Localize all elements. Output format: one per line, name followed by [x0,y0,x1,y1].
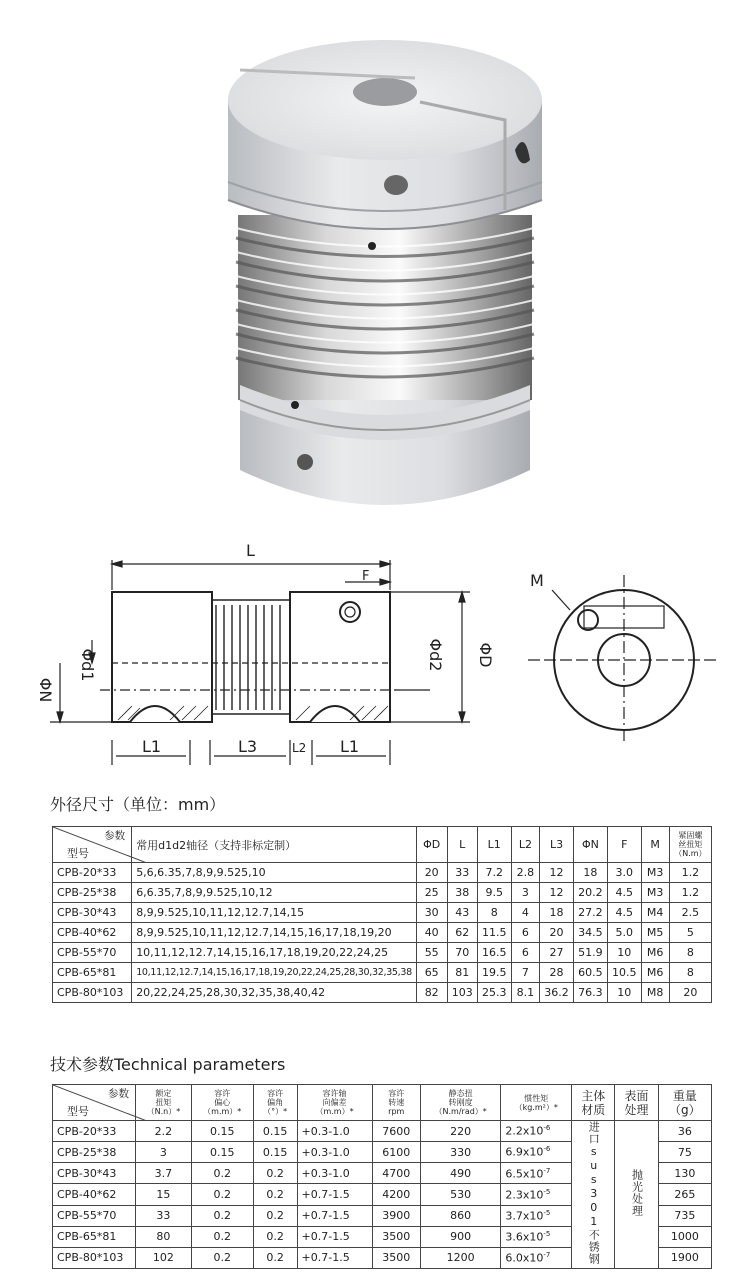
value-cell: 70 [447,943,478,963]
value-cell: 0.15 [191,1121,253,1142]
model-cell: CPB-55*70 [53,943,132,963]
header-rated-torque: 额定 扭矩 （N.n）* [136,1085,192,1121]
label-N: ΦN [36,677,55,703]
model-cell: CPB-30*43 [53,903,132,923]
value-cell: 330 [421,1142,501,1163]
value-cell: 4 [511,903,540,923]
value-cell: M8 [641,983,669,1003]
value-cell: 12 [540,883,574,903]
value-cell: 38 [447,883,478,903]
value-cell: 900 [421,1226,501,1247]
weight-cell: 265 [658,1184,711,1205]
value-cell: +0.3-1.0 [297,1163,372,1184]
label-d2: Φd2 [426,638,445,672]
model-cell: CPB-20*33 [53,863,132,883]
surface-text: 抛光处理 [630,1169,644,1217]
weight-cell: 36 [658,1121,711,1142]
header-M: M [641,827,669,863]
value-cell: 16.5 [478,943,512,963]
value-cell: 60.5 [573,963,607,983]
value-cell: 5 [669,923,711,943]
value-cell: 27.2 [573,903,607,923]
weight-cell: 1000 [658,1226,711,1247]
value-cell: 34.5 [573,923,607,943]
model-cell: CPB-55*70 [53,1205,136,1226]
value-cell: 4.5 [608,903,642,923]
value-cell: 0.2 [191,1226,253,1247]
model-cell: CPB-40*62 [53,1184,136,1205]
value-cell: 3 [136,1142,192,1163]
inertia-cell [501,1163,572,1184]
table-row [53,923,712,943]
header-L3: L3 [540,827,574,863]
value-cell: 25.3 [478,983,512,1003]
inertia-exponent: -5 [543,1208,551,1217]
weight-cell: 735 [658,1205,711,1226]
value-cell: 11.5 [478,923,512,943]
label-M: M [530,571,544,590]
value-cell: 0.2 [253,1205,297,1226]
header-speed: 容许 转速 rpm [372,1085,421,1121]
value-cell: 33 [447,863,478,883]
value-cell: 33 [136,1205,192,1226]
label-F: F [362,569,370,584]
label-L2: L2 [292,741,307,755]
value-cell: 0.2 [253,1226,297,1247]
label-L1-left: L1 [142,737,162,756]
model-cell: CPB-65*81 [53,963,132,983]
value-cell: 5,6,6.35,7,8,9,9.525,10 [132,863,417,883]
inertia-base: 2.2x10 [505,1124,544,1138]
label-d1: Φd1 [78,648,97,682]
value-cell: 1.2 [669,863,711,883]
value-cell: 10 [608,943,642,963]
value-cell: 0.2 [253,1247,297,1268]
dimension-drawing [0,530,750,780]
inertia-exponent: -6 [543,1124,551,1133]
header-inertia: 惯性矩 （kg.m²）* [501,1085,572,1121]
value-cell: +0.7-1.5 [297,1226,372,1247]
inertia-base: 2.3x10 [505,1188,544,1202]
value-cell: 18 [540,903,574,923]
inertia-exponent: -5 [543,1187,551,1196]
model-cell: CPB-80*103 [53,1247,136,1268]
model-cell: CPB-80*103 [53,983,132,1003]
header-L: L [447,827,478,863]
value-cell: 0.15 [253,1142,297,1163]
value-cell: 8 [669,943,711,963]
value-cell: 0.15 [191,1142,253,1163]
value-cell: 490 [421,1163,501,1184]
value-cell: 19.5 [478,963,512,983]
value-cell: 6 [511,923,540,943]
value-cell: 530 [421,1184,501,1205]
value-cell: 4.5 [608,883,642,903]
weight-cell: 75 [658,1142,711,1163]
model-cell: CPB-25*38 [53,1142,136,1163]
value-cell: 0.15 [253,1121,297,1142]
value-cell: 30 [416,903,447,923]
header-stiffness: 静态扭 转刚度 （N.m/rad）* [421,1085,501,1121]
value-cell: M3 [641,863,669,883]
value-cell: 80 [136,1226,192,1247]
value-cell: 0.2 [191,1247,253,1268]
value-cell: 62 [447,923,478,943]
inertia-cell [501,1247,572,1268]
inertia-base: 3.6x10 [505,1230,544,1244]
value-cell: 6 [511,943,540,963]
value-cell: 2.5 [669,903,711,923]
value-cell: +0.3-1.0 [297,1142,372,1163]
value-cell: 20,22,24,25,28,30,32,35,38,40,42 [132,983,417,1003]
value-cell: 15 [136,1184,192,1205]
label-L: L [246,541,255,560]
value-cell: +0.7-1.5 [297,1247,372,1268]
value-cell: 10.5 [608,963,642,983]
value-cell: +0.7-1.5 [297,1184,372,1205]
header-material: 主体 材质 [572,1085,615,1121]
inertia-exponent: -7 [543,1166,551,1175]
value-cell: M3 [641,883,669,903]
model-cell: CPB-65*81 [53,1226,136,1247]
value-cell: 12 [540,863,574,883]
value-cell: 3 [511,883,540,903]
value-cell: M5 [641,923,669,943]
header-eccentric: 容许 偏心 （m.m）* [191,1085,253,1121]
technical-title: 技术参数Technical parameters [50,1055,286,1074]
value-cell: 3500 [372,1226,421,1247]
value-cell: 20 [669,983,711,1003]
value-cell: 10 [608,983,642,1003]
value-cell: 51.9 [573,943,607,963]
inertia-cell [501,1121,572,1142]
value-cell: 8 [669,963,711,983]
label-D: ΦD [476,642,495,668]
value-cell: 8,9,9.525,10,11,12,12.7,14,15 [132,903,417,923]
header-angle: 容许 偏角 （°）* [253,1085,297,1121]
header-D: ΦD [416,827,447,863]
value-cell: 3900 [372,1205,421,1226]
table-row [53,863,712,883]
value-cell: 55 [416,943,447,963]
value-cell: 76.3 [573,983,607,1003]
header-N: ΦN [573,827,607,863]
value-cell: 2.8 [511,863,540,883]
inertia-base: 6.9x10 [505,1146,544,1160]
value-cell: 8.1 [511,983,540,1003]
header-weight: 重量 （g） [658,1085,711,1121]
model-cell: CPB-30*43 [53,1163,136,1184]
value-cell: 8,9,9.525,10,11,12,12.7,14,15,16,17,18,19,20 [132,923,417,943]
value-cell: 0.2 [191,1163,253,1184]
inertia-base: 3.7x10 [505,1209,544,1223]
value-cell: 220 [421,1121,501,1142]
value-cell: 0.2 [253,1184,297,1205]
value-cell: 102 [136,1247,192,1268]
value-cell: 4200 [372,1184,421,1205]
value-cell: 9.5 [478,883,512,903]
value-cell: 36.2 [540,983,574,1003]
value-cell: 103 [447,983,478,1003]
value-cell: 4700 [372,1163,421,1184]
value-cell: M4 [641,903,669,923]
model-cell: CPB-40*62 [53,923,132,943]
value-cell: 0.2 [191,1184,253,1205]
value-cell: 1.2 [669,883,711,903]
corner-cell-2: 参数 型号 [53,1085,136,1121]
coupling-product-photo [0,0,750,520]
value-cell: 8 [478,903,512,923]
value-cell: 65 [416,963,447,983]
value-cell: M6 [641,963,669,983]
model-cell: CPB-20*33 [53,1121,136,1142]
value-cell: 10,11,12,12.7,14,15,16,17,18,19,20,22,24,25 [132,943,417,963]
value-cell: +0.3-1.0 [297,1121,372,1142]
table-row [53,883,712,903]
table-row [53,983,712,1003]
value-cell: 10,11,12,12.7,14,15,16,17,18,19,20,22,24,25,28,30,32,35,38 [132,963,417,983]
value-cell: 860 [421,1205,501,1226]
label-L3: L3 [238,737,258,756]
header-surface: 表面 处理 [615,1085,658,1121]
table-row [53,1121,712,1142]
value-cell: 3.7 [136,1163,192,1184]
value-cell: 6,6.35,7,8,9,9.525,10,12 [132,883,417,903]
table-row [53,903,712,923]
header-axial: 容许轴 向偏差 （m.m）* [297,1085,372,1121]
value-cell: 40 [416,923,447,943]
value-cell: 0.2 [191,1205,253,1226]
value-cell: 7600 [372,1121,421,1142]
material-cell [572,1121,615,1269]
inertia-cell [501,1184,572,1205]
inertia-base: 6.5x10 [505,1167,544,1181]
value-cell: 82 [416,983,447,1003]
value-cell: 6100 [372,1142,421,1163]
value-cell: 28 [540,963,574,983]
header-F: F [608,827,642,863]
value-cell: 18 [573,863,607,883]
inertia-cell [501,1226,572,1247]
inertia-cell [501,1205,572,1226]
value-cell: 5.0 [608,923,642,943]
value-cell: 20 [540,923,574,943]
dimensions-title: 外径尺寸（单位：mm） [50,795,226,814]
inertia-cell [501,1142,572,1163]
value-cell: 25 [416,883,447,903]
technical-table [52,1084,712,1269]
dimensions-table [52,826,712,1003]
value-cell: 3500 [372,1247,421,1268]
inertia-exponent: -5 [543,1229,551,1238]
value-cell: 2.2 [136,1121,192,1142]
value-cell: 20.2 [573,883,607,903]
weight-cell: 130 [658,1163,711,1184]
surface-cell [615,1121,658,1269]
weight-cell: 1900 [658,1247,711,1268]
value-cell: 3.0 [608,863,642,883]
table-row [53,943,712,963]
material-text: 进口sus301不锈钢 [587,1121,601,1265]
value-cell: +0.7-1.5 [297,1205,372,1226]
header-torque: 紧固螺 丝扭矩 （N.m） [669,827,711,863]
header-shaft: 常用d1d2轴径（支持非标定制） [132,827,417,863]
value-cell: M6 [641,943,669,963]
model-cell: CPB-25*38 [53,883,132,903]
table-row [53,963,712,983]
inertia-exponent: -7 [543,1251,551,1260]
header-L2: L2 [511,827,540,863]
value-cell: 1200 [421,1247,501,1268]
value-cell: 0.2 [253,1163,297,1184]
inertia-exponent: -6 [543,1145,551,1154]
corner-cell: 参数 型号 [53,827,132,863]
value-cell: 20 [416,863,447,883]
value-cell: 7.2 [478,863,512,883]
value-cell: 27 [540,943,574,963]
value-cell: 43 [447,903,478,923]
header-L1: L1 [478,827,512,863]
label-L1-right: L1 [340,737,360,756]
value-cell: 81 [447,963,478,983]
value-cell: 7 [511,963,540,983]
inertia-base: 6.0x10 [505,1251,544,1265]
